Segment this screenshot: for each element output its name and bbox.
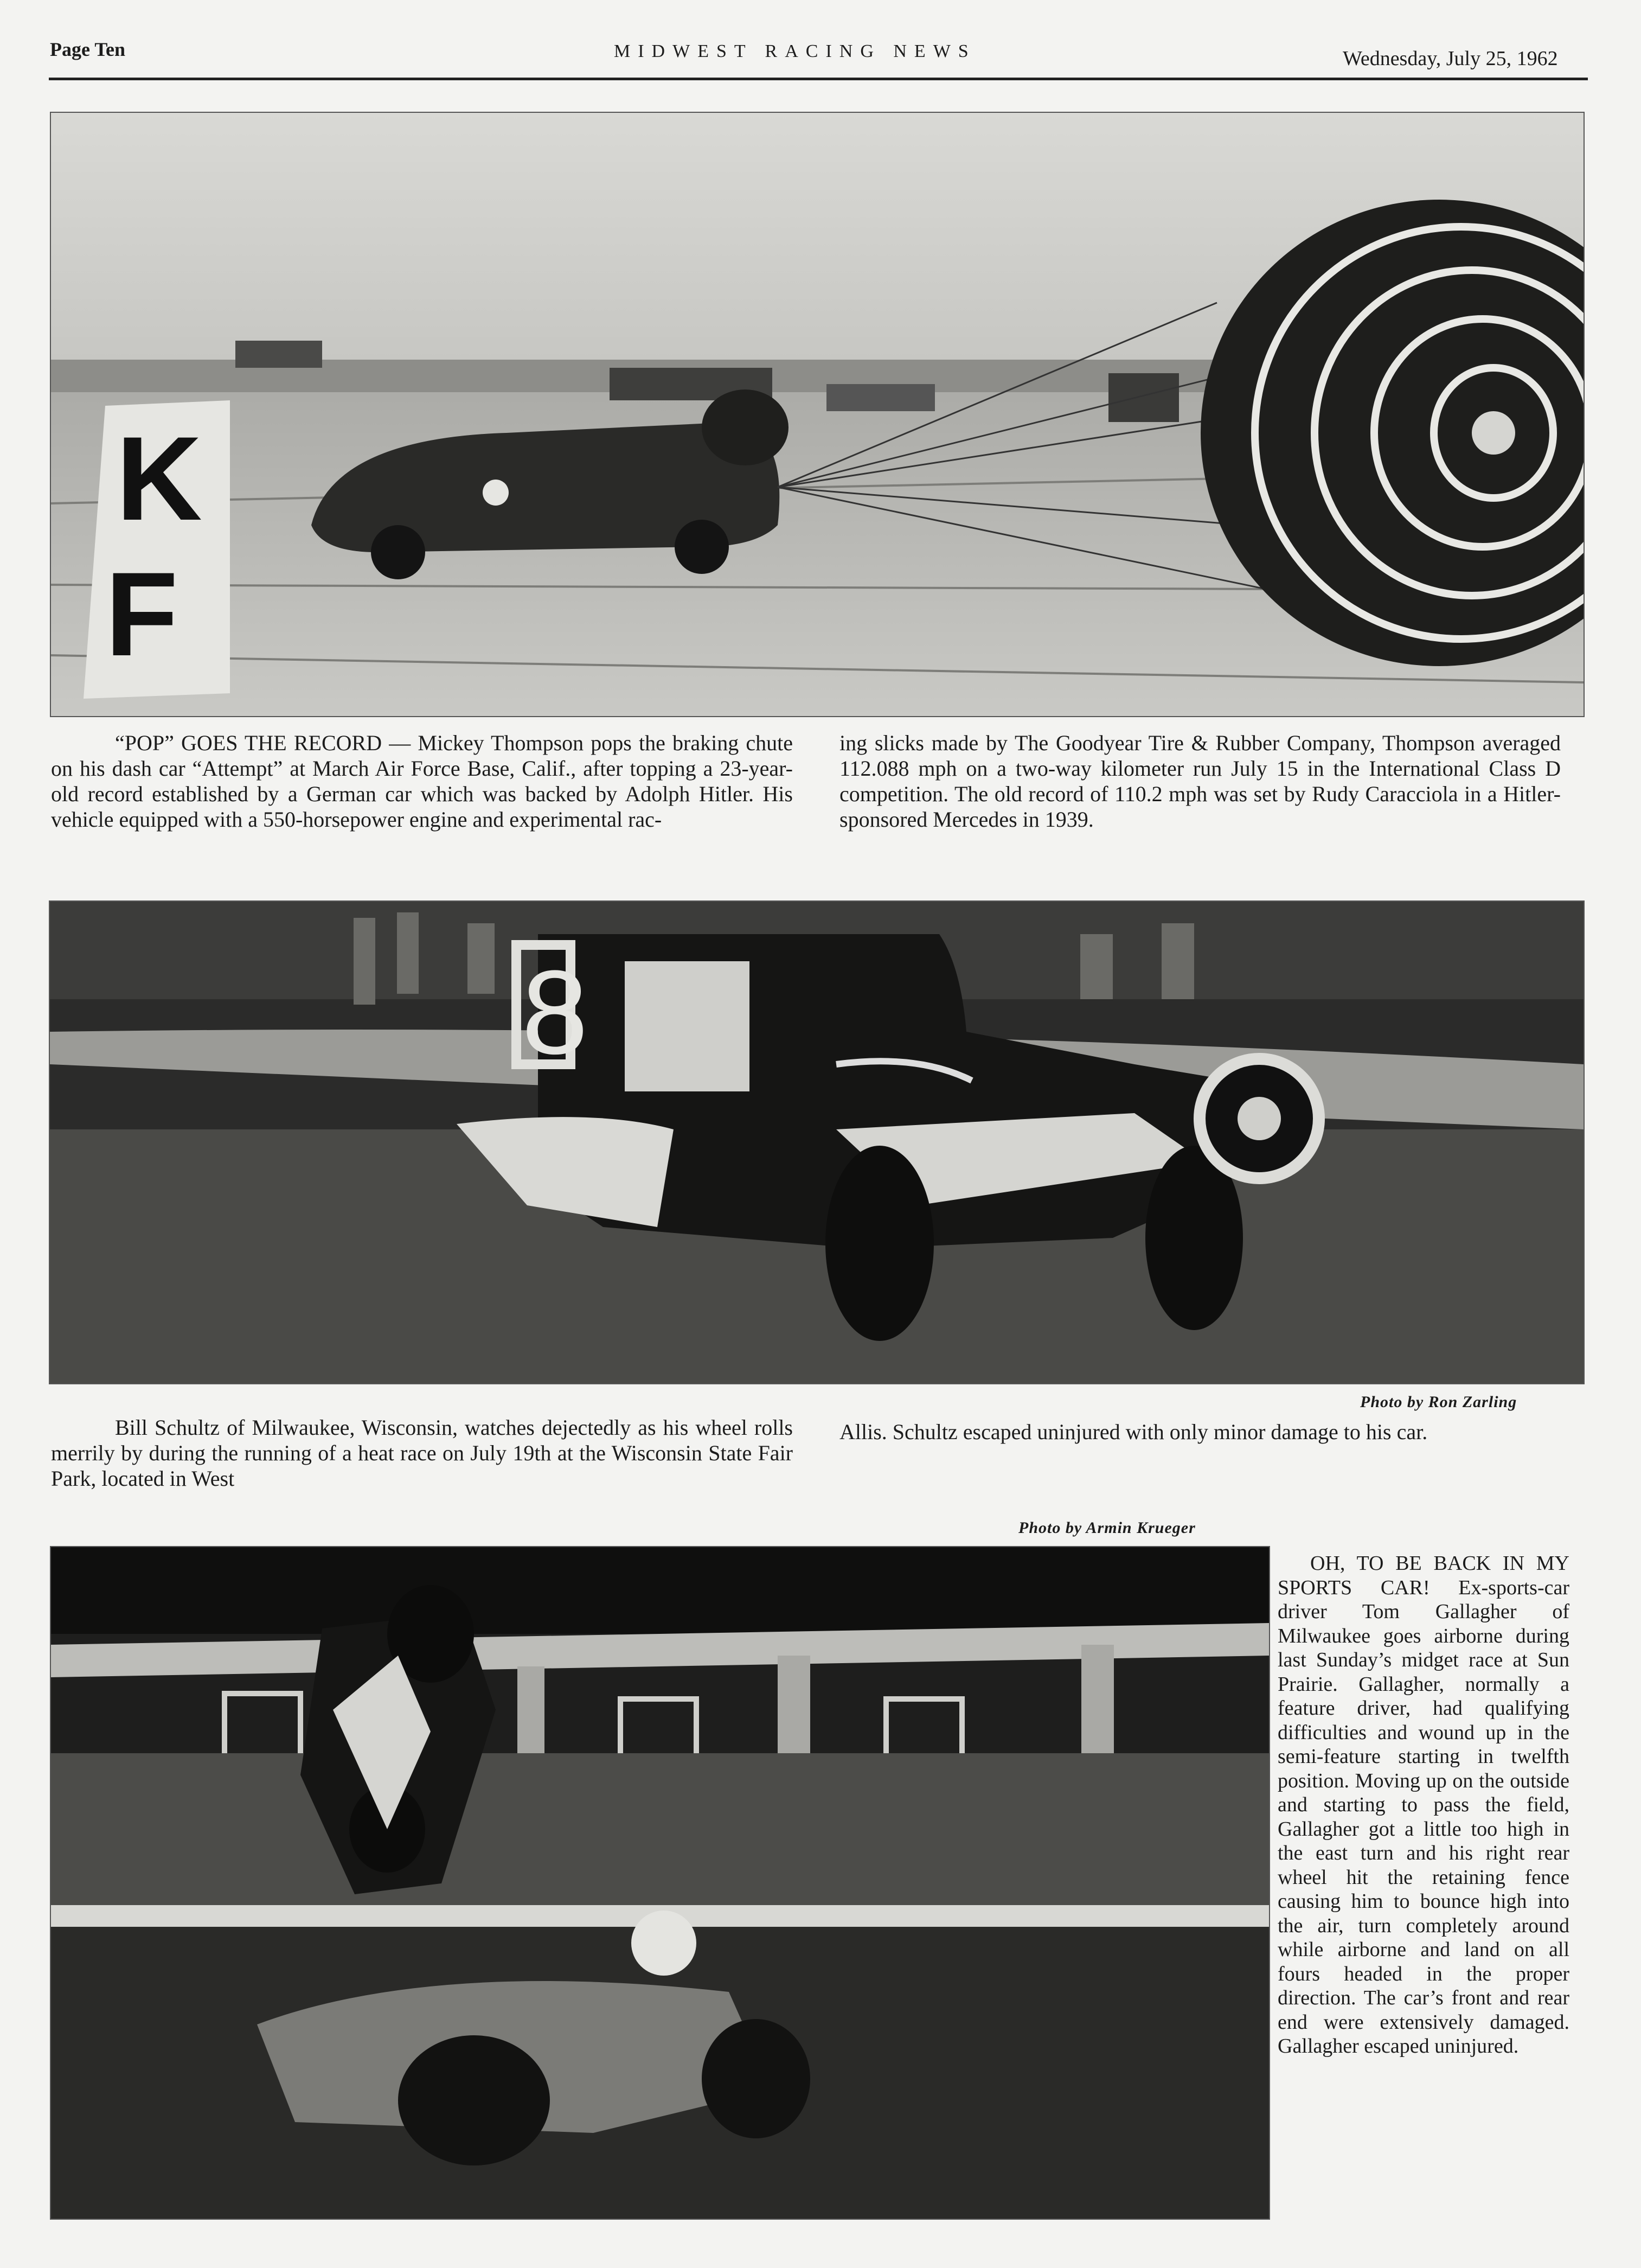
photo1-caption-left: “POP” GOES THE RECORD — Mickey Thompson pops the braking chute on his dash car “Attempt” at March Air Force Base, Calif., after topping a 23-year-old record established by a German car which was backed by Adolph Hitler. His vehicle equipped with a 550-horsepower engine and experimental rac- <box>51 731 793 832</box>
photo-midget-airborne <box>50 1546 1270 2220</box>
page-label: Page Ten <box>50 39 126 60</box>
header-rule <box>49 78 1588 80</box>
photo-dash-car-parachute <box>50 112 1585 717</box>
photo2-caption-left: Bill Schultz of Milwaukee, Wisconsin, watches dejectedly as his wheel rolls merrily by during the running of a heat race on July 19th at the Wisconsin State Fair Park, located in West <box>51 1415 793 1491</box>
photo2-caption-right: Allis. Schultz escaped uninjured with only minor damage to his car. <box>839 1420 1428 1444</box>
photo3-caption: OH, TO BE BACK IN MY SPORTS CAR! Ex-sports-car driver Tom Gallagher of Milwaukee goes airborne during last Sunday’s midget race at Sun Prairie. Gallagher, normally a feature driver, had qualifying difficulties and wound up in the semi-feature starting in twelfth position. Moving up on the outside and starting to pass the field, Gallagher got a little too high in the east turn and his right rear wheel hit the retaining fence causing him to bounce high into the air, turn completely around while airborne and land on all fours headed in the proper direction. The car’s front and rear end were extensively damaged. Gallagher escaped uninjured. <box>1278 1552 1569 2058</box>
photo3-credit: Photo by Armin Krueger <box>1018 1519 1196 1537</box>
photo1-caption-right: ing slicks made by The Goodyear Tire & Rubber Company, Thompson averaged 112.088 mph on a two-way kilometer run July 15 in the International Class D competition. The old record of 110.2 mph was set by Rudy Caracciola in a Hitler-sponsored Mercedes in 1939. <box>839 731 1561 832</box>
issue-date: Wednesday, July 25, 1962 <box>1343 47 1558 70</box>
photo2-credit: Photo by Ron Zarling <box>1360 1393 1517 1411</box>
photo-dash-car-image <box>51 113 1584 716</box>
sign-letter-f: F <box>105 547 178 681</box>
photo-midget-image <box>51 1547 1269 2219</box>
photo-stock-car-wheel <box>49 900 1585 1384</box>
photo-stock-car-image <box>50 902 1584 1383</box>
masthead: MIDWEST RACING NEWS <box>614 41 976 61</box>
sign-letter-k: K <box>116 412 202 545</box>
car-number: 8 <box>522 945 588 1079</box>
